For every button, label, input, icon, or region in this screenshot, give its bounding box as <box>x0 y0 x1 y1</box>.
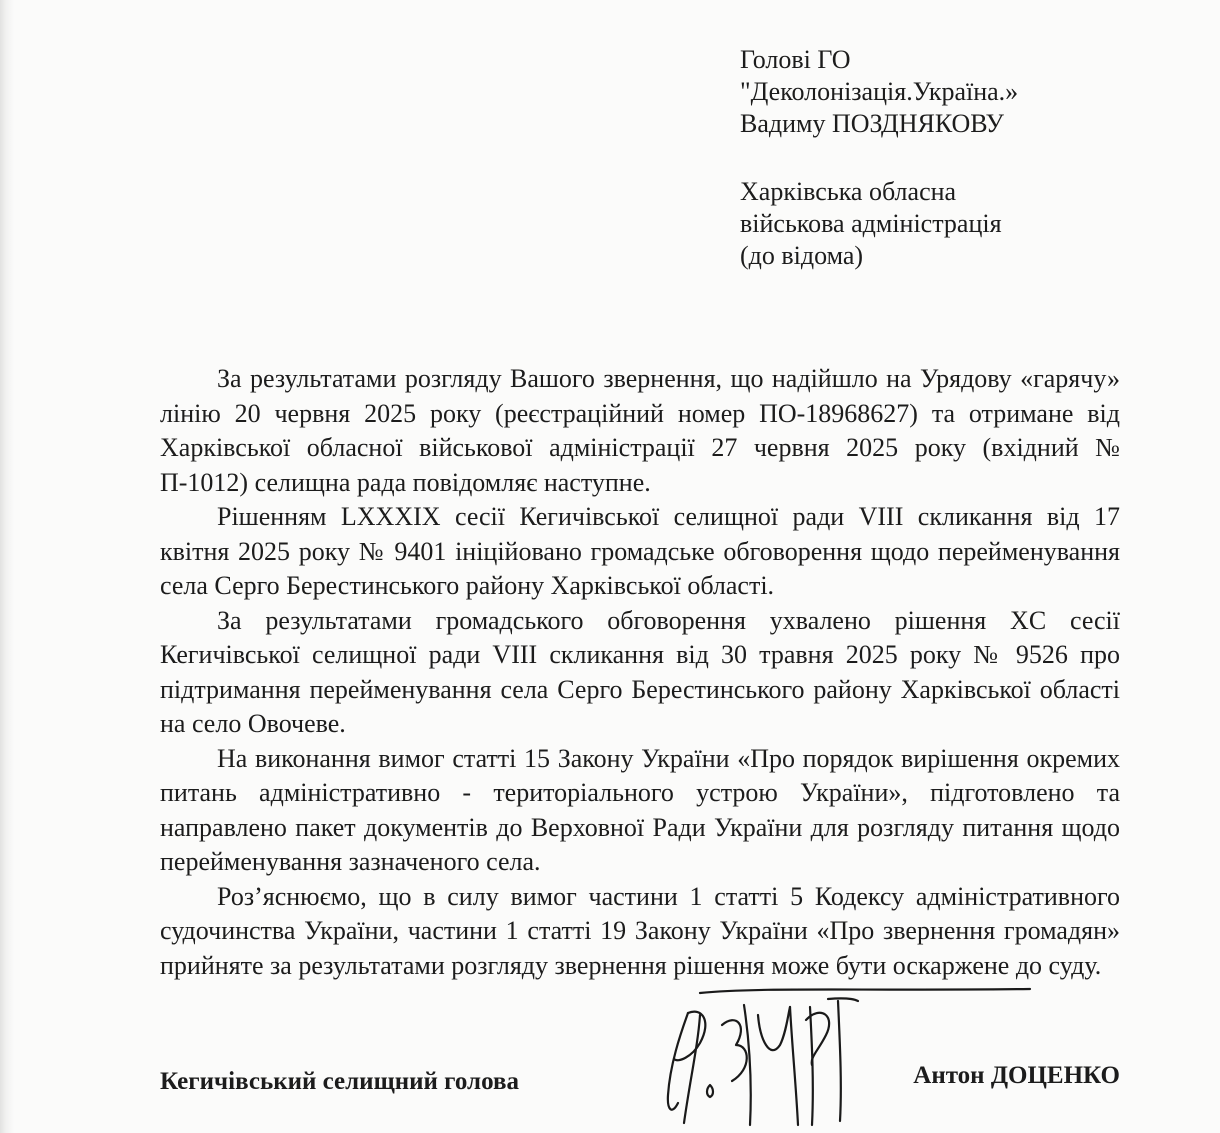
body-paragraph: Рішенням LXXXIX сесії Кегичівської селищної ради VIII скликання від 17 квітня 2025 року № 9401 ініційовано громадське обговорення щодо перейменування села Серго Берестинського району Харківської області. <box>160 502 1120 600</box>
addressee-line: Голові ГО <box>740 45 851 74</box>
handwritten-signature <box>640 985 1040 1130</box>
body-paragraph: На виконання вимог статті 15 Закону України «Про порядок вирішення окремих питань адміністративно - територіального устрою України», підготовлено та направлено пакет документів до Верховної Ради України для розгляду питання щодо перейменування зазначеного села. <box>160 743 1120 876</box>
signer-title: Кегичівський селищний голова <box>160 1068 519 1095</box>
signature-block <box>160 1060 1120 1100</box>
body-paragraph: За результатами громадського обговорення ухвалено рішення XC сесії Кегичівської селищної ради VIII скликання від 30 травня 2025 року № 9526 про підтримання перейменування села Серго Берестинського району Харківської області на село Овочеве. <box>160 605 1120 738</box>
cc-line: (до відома) <box>740 241 864 270</box>
addressee-line: "Деколонізація.Україна.» <box>740 77 1019 106</box>
body-paragraph: За результатами розгляду Вашого звернення, що надійшло на Урядову «гарячу» лінію 20 червня 2025 року (реєстраційний номер ПО-18968627) та отримане від Харківської обласної військової адміністрації 27 червня 2025 року (вхідний № П-1012) селищна рада повідомляє наступне. <box>160 364 1120 497</box>
addressee-line: Вадиму ПОЗДНЯКОВУ <box>740 109 1004 138</box>
cc-line: військова адміністрація <box>740 209 1002 238</box>
signer-name: Антон ДОЦЕНКО <box>913 1062 1120 1089</box>
body-paragraph: Роз’яснюємо, що в силу вимог частини 1 статті 5 Кодексу адміністративного судочинства України, частини 1 статті 19 Закону України «Про звернення громадян» прийняте за результатами розгляду звернення рішення може бути оскаржене до суду. <box>160 881 1120 980</box>
cc-line: Харківська обласна <box>740 177 957 206</box>
addressee-block <box>740 44 1200 272</box>
addressee-gap <box>740 140 1200 176</box>
letter-body <box>160 362 1120 983</box>
